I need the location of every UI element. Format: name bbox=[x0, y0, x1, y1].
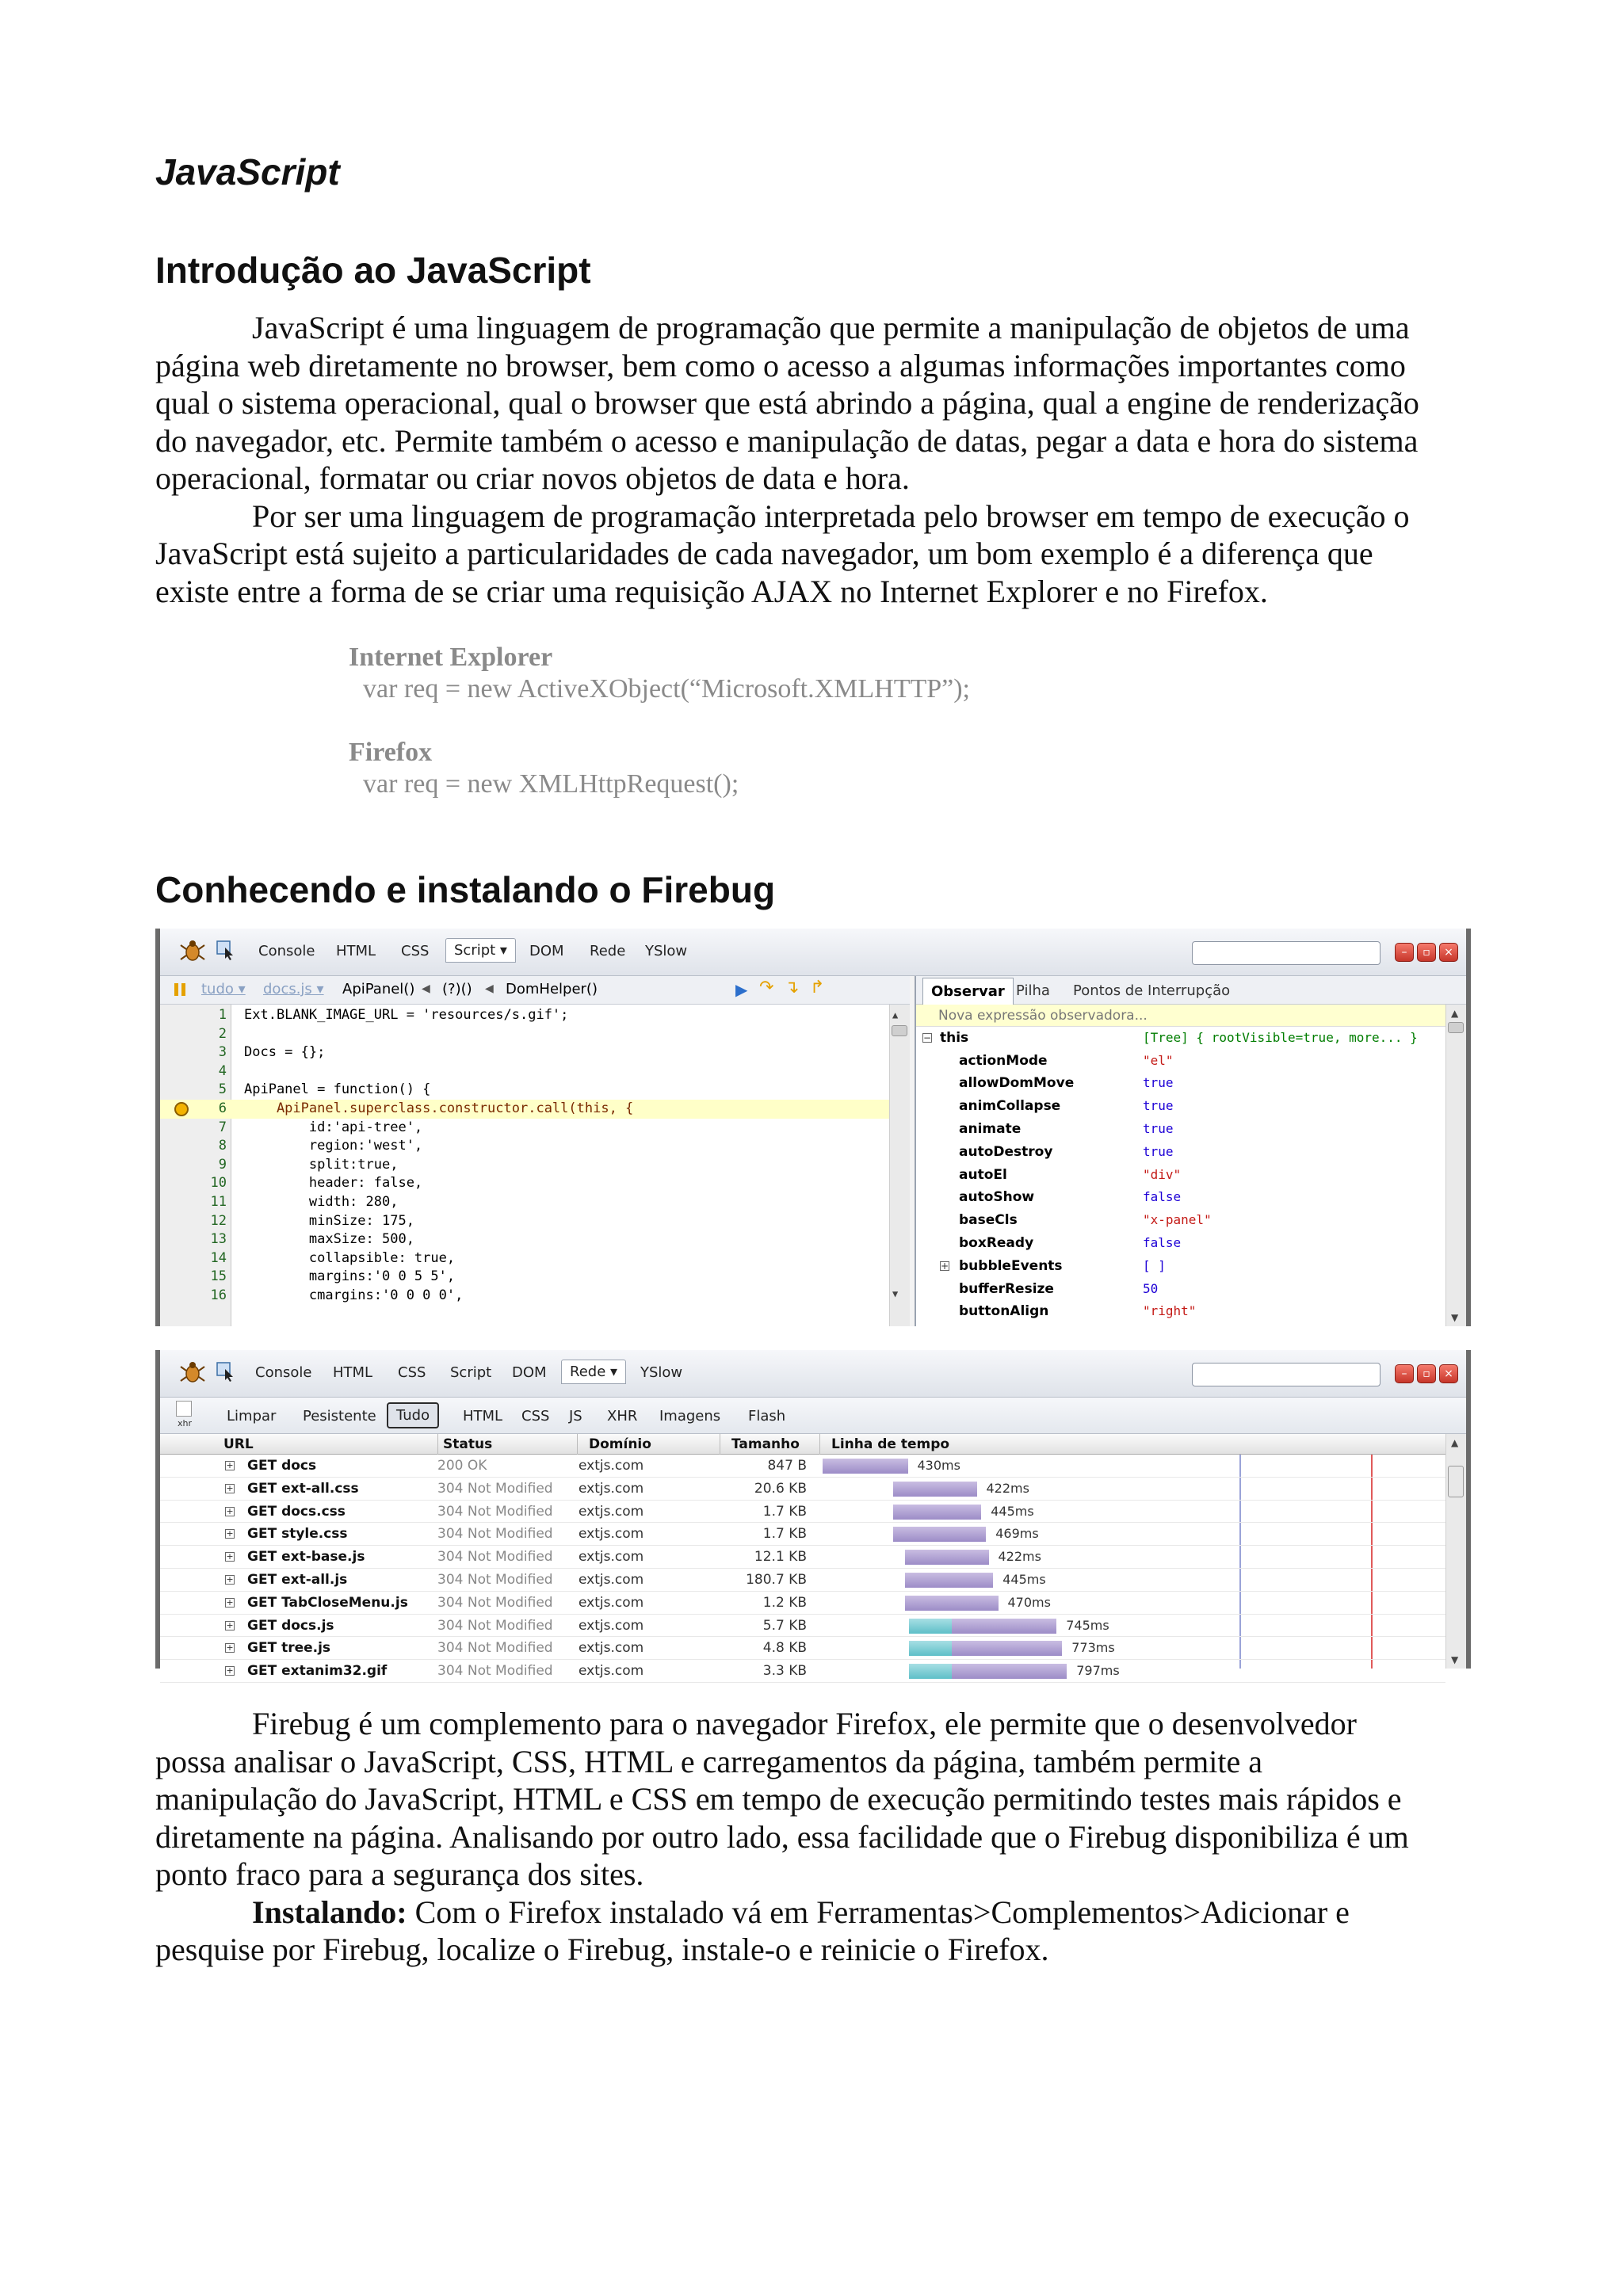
code-text: margins:'0 0 5 5', bbox=[244, 1268, 456, 1285]
cell-url: GET docs.js bbox=[247, 1617, 334, 1634]
code-line[interactable] bbox=[160, 1006, 889, 1025]
code-text: cmargins:'0 0 0 0', bbox=[244, 1287, 464, 1303]
watch-value: true bbox=[1143, 1143, 1174, 1159]
table-row[interactable] bbox=[160, 1501, 1445, 1524]
code-line[interactable] bbox=[160, 1212, 889, 1231]
code-text: id:'api-tree', bbox=[244, 1119, 423, 1135]
paragraph-line: JavaScript é uma linguagem de programação que permite a manipulação de objetos de uma bbox=[252, 310, 1410, 345]
timeline-label: 445ms bbox=[1002, 1572, 1046, 1587]
inspect-cursor-icon[interactable] bbox=[216, 1361, 236, 1382]
code-line[interactable] bbox=[160, 1119, 889, 1138]
timeline-bar bbox=[952, 1619, 1056, 1634]
code-text: maxSize: 500, bbox=[244, 1231, 414, 1248]
cell-size: 20.6 KB bbox=[754, 1480, 807, 1497]
expand-icon[interactable]: + bbox=[226, 1551, 234, 1562]
timeline-wait-bar bbox=[909, 1664, 952, 1679]
cell-size: 5.7 KB bbox=[762, 1617, 807, 1634]
watch-key: animCollapse bbox=[959, 1098, 1061, 1115]
cell-status: 304 Not Modified bbox=[437, 1572, 553, 1588]
line-number: 3 bbox=[218, 1044, 227, 1061]
firebug-net-screenshot bbox=[155, 1350, 1471, 1680]
tab-yslow[interactable]: YSlow bbox=[645, 943, 688, 959]
paragraph-line: JavaScript está sujeito a particularidades de cada navegador, um bom exemplo é a diferença que bbox=[155, 536, 1373, 571]
net-scrollbar[interactable]: ▲ ▼ bbox=[1445, 1434, 1466, 1669]
watch-key: autoDestroy bbox=[959, 1143, 1053, 1160]
cell-url: GET ext-all.js bbox=[247, 1572, 348, 1588]
net-table-header bbox=[160, 1434, 1445, 1455]
install-label: Instalando: bbox=[252, 1894, 407, 1930]
timeline-label: 469ms bbox=[995, 1526, 1039, 1542]
watch-row[interactable] bbox=[916, 1186, 1445, 1209]
tab-observar[interactable]: Observar bbox=[922, 978, 1014, 1005]
watch-value: [ ] bbox=[1143, 1257, 1166, 1273]
step-into-icon[interactable]: ↴ bbox=[785, 978, 800, 997]
code-line[interactable] bbox=[160, 1043, 889, 1062]
doc-title: JavaScript bbox=[155, 151, 340, 193]
filter-tudo[interactable]: Tudo bbox=[387, 1402, 439, 1428]
code-example-firefox bbox=[349, 737, 739, 800]
filter-xhr[interactable]: XHR bbox=[607, 1408, 638, 1425]
table-row[interactable] bbox=[160, 1615, 1445, 1638]
watch-expression-input[interactable]: Nova expressão observadora... bbox=[916, 1005, 1445, 1027]
watch-row[interactable] bbox=[916, 1278, 1445, 1301]
line-number: 5 bbox=[218, 1081, 227, 1098]
paragraph-firebug bbox=[155, 1705, 1471, 1969]
code-scrollbar[interactable]: ▲ ▼ bbox=[889, 1005, 910, 1326]
close-icon[interactable]: × bbox=[1439, 1364, 1458, 1383]
tab-console[interactable]: Console bbox=[258, 943, 315, 959]
watch-pane bbox=[915, 976, 1466, 1326]
watch-row[interactable] bbox=[916, 1300, 1445, 1323]
timeline-bar bbox=[893, 1527, 986, 1542]
code-line[interactable] bbox=[160, 1193, 889, 1212]
paragraph-line: Firebug é um complemento para o navegador Firefox, ele permite que o desenvolvedor bbox=[252, 1706, 1357, 1741]
paragraph-line: existe entre a forma de se criar uma requisição AJAX no Internet Explorer e no Firefox. bbox=[155, 573, 1268, 609]
code-example-title: Internet Explorer bbox=[349, 643, 553, 672]
cell-status: 304 Not Modified bbox=[437, 1549, 553, 1566]
watch-key: autoShow bbox=[959, 1189, 1035, 1206]
table-row[interactable] bbox=[160, 1660, 1445, 1683]
tab-html[interactable]: HTML bbox=[336, 943, 376, 959]
watch-row[interactable] bbox=[916, 1141, 1445, 1164]
watch-value: "x-panel" bbox=[1143, 1212, 1212, 1228]
timeline-label: 445ms bbox=[991, 1503, 1034, 1519]
watch-tabs bbox=[916, 976, 1466, 1005]
expand-icon[interactable]: + bbox=[941, 1260, 949, 1272]
watch-key: autoEl bbox=[959, 1166, 1007, 1183]
code-line[interactable] bbox=[160, 1081, 889, 1100]
cell-url: GET docs.css bbox=[247, 1503, 346, 1520]
table-row[interactable] bbox=[160, 1637, 1445, 1660]
watch-row-this[interactable] bbox=[916, 1027, 1445, 1050]
paragraph-line: página web diretamente no browser, bem como o acesso a algumas informações importantes como bbox=[155, 347, 1406, 383]
line-number: 10 bbox=[210, 1175, 227, 1192]
timeline-label: 422ms bbox=[986, 1480, 1029, 1496]
timeline-wait-bar bbox=[909, 1619, 952, 1634]
line-number: 7 bbox=[218, 1119, 227, 1135]
paragraph-line: diretamente na página. Analisando por outro lado, essa facilidade que o Firebug disponibiliza é um bbox=[155, 1818, 1409, 1855]
expand-icon[interactable]: + bbox=[226, 1574, 234, 1585]
tab-yslow[interactable]: YSlow bbox=[640, 1364, 683, 1381]
watch-scrollbar[interactable]: ▲ ▼ bbox=[1445, 1005, 1466, 1326]
code-example-title: Firefox bbox=[349, 738, 433, 767]
cell-domain: extjs.com bbox=[579, 1526, 644, 1543]
expand-icon[interactable]: + bbox=[226, 1642, 234, 1653]
collapse-icon[interactable]: − bbox=[923, 1032, 932, 1043]
line-number: 4 bbox=[218, 1062, 227, 1079]
line-number: 1 bbox=[218, 1007, 227, 1023]
tab-console[interactable]: Console bbox=[255, 1364, 312, 1381]
cell-size: 1.7 KB bbox=[762, 1526, 807, 1543]
timeline-bar bbox=[952, 1664, 1067, 1679]
detach-icon[interactable]: ▫ bbox=[1417, 1364, 1436, 1383]
code-text: Docs = {}; bbox=[244, 1044, 326, 1061]
expand-icon[interactable]: + bbox=[226, 1596, 234, 1608]
watch-value: false bbox=[1143, 1235, 1182, 1250]
stack-frame-anon[interactable]: (?)() bbox=[442, 981, 472, 997]
inspect-cursor-icon[interactable] bbox=[216, 940, 236, 960]
filter-imagens[interactable]: Imagens bbox=[659, 1408, 721, 1425]
table-row[interactable] bbox=[160, 1592, 1445, 1615]
column-linha-de-tempo[interactable]: Linha de tempo bbox=[819, 1434, 949, 1455]
code-line[interactable] bbox=[160, 1268, 889, 1287]
cell-status: 304 Not Modified bbox=[437, 1617, 553, 1634]
watch-value: 50 bbox=[1143, 1280, 1159, 1296]
cell-domain: extjs.com bbox=[579, 1594, 644, 1611]
script-source-pane bbox=[160, 1005, 910, 1326]
filter-html[interactable]: HTML bbox=[463, 1408, 503, 1425]
line-number: 2 bbox=[218, 1025, 227, 1042]
watch-key: actionMode bbox=[959, 1052, 1048, 1069]
timeline-bar bbox=[893, 1482, 977, 1497]
watch-key: allowDomMove bbox=[959, 1075, 1075, 1092]
watch-row[interactable] bbox=[916, 1232, 1445, 1255]
stack-frame-domhelper[interactable]: DomHelper() bbox=[506, 981, 598, 997]
cell-status: 200 OK bbox=[437, 1458, 487, 1474]
timeline-label: 470ms bbox=[1007, 1594, 1051, 1610]
watch-key: baseCls bbox=[959, 1212, 1018, 1229]
code-text: Ext.BLANK_IMAGE_URL = 'resources/s.gif'; bbox=[244, 1007, 569, 1023]
paragraph-line: possa analisar o JavaScript, CSS, HTML e carregamentos da página, também permite a bbox=[155, 1743, 1262, 1779]
cell-domain: extjs.com bbox=[579, 1549, 644, 1566]
file-filter-dropdown[interactable]: tudo ▾ bbox=[201, 981, 246, 997]
code-text: width: 280, bbox=[244, 1194, 399, 1210]
breakpoint-icon[interactable] bbox=[174, 1102, 189, 1116]
timeline-bar bbox=[952, 1641, 1062, 1656]
table-row[interactable] bbox=[160, 1455, 1445, 1478]
timeline-bar bbox=[905, 1550, 989, 1565]
paragraph-line: manipulação do JavaScript, HTML e CSS em tempo de execução permitindo testes mais rápidos e bbox=[155, 1781, 1402, 1817]
step-over-icon[interactable]: ↷ bbox=[759, 978, 774, 997]
watch-row[interactable] bbox=[916, 1050, 1445, 1073]
cell-url: GET style.css bbox=[247, 1526, 348, 1543]
code-line[interactable] bbox=[160, 1100, 889, 1119]
cell-status: 304 Not Modified bbox=[437, 1503, 553, 1520]
code-line[interactable] bbox=[160, 1025, 889, 1044]
section-heading-intro: Introdução ao JavaScript bbox=[155, 250, 591, 291]
file-select-dropdown[interactable]: docs.js ▾ bbox=[263, 981, 324, 997]
code-line[interactable] bbox=[160, 1156, 889, 1175]
cell-status: 304 Not Modified bbox=[437, 1594, 553, 1611]
net-table-body bbox=[160, 1455, 1445, 1680]
watch-value: true bbox=[1143, 1121, 1174, 1136]
column-dominio[interactable]: Domínio bbox=[577, 1434, 651, 1455]
code-line[interactable] bbox=[160, 1230, 889, 1249]
watch-value: "div" bbox=[1143, 1166, 1182, 1182]
code-line[interactable] bbox=[160, 1249, 889, 1268]
column-tamanho[interactable]: Tamanho bbox=[720, 1434, 800, 1455]
timeline-bar bbox=[905, 1573, 993, 1588]
watch-row[interactable] bbox=[916, 1255, 1445, 1278]
line-number: 6 bbox=[218, 1100, 227, 1116]
tab-script[interactable]: Script bbox=[450, 1364, 492, 1381]
cell-size: 1.7 KB bbox=[762, 1503, 807, 1520]
cell-domain: extjs.com bbox=[579, 1458, 644, 1474]
watch-row[interactable] bbox=[916, 1209, 1445, 1232]
stack-frame-apipanel[interactable]: ApiPanel() bbox=[342, 981, 415, 997]
detach-icon[interactable]: ▫ bbox=[1417, 943, 1436, 962]
timeline-label: 430ms bbox=[917, 1458, 960, 1473]
xhr-icon[interactable] bbox=[176, 1401, 192, 1417]
timeline-label: 773ms bbox=[1071, 1640, 1115, 1656]
cell-domain: extjs.com bbox=[579, 1503, 644, 1520]
clear-button[interactable]: Limpar bbox=[227, 1408, 277, 1425]
line-number: 13 bbox=[210, 1231, 227, 1248]
cell-status: 304 Not Modified bbox=[437, 1663, 553, 1680]
continue-icon[interactable]: ▶ bbox=[735, 980, 748, 999]
section-heading-firebug: Conhecendo e instalando o Firebug bbox=[155, 869, 776, 910]
watch-key: animate bbox=[959, 1121, 1022, 1137]
tab-dom[interactable]: DOM bbox=[512, 1364, 547, 1381]
xhr-label: xhr bbox=[178, 1418, 193, 1428]
code-example-ie bbox=[349, 642, 970, 705]
watch-row[interactable] bbox=[916, 1164, 1445, 1187]
filter-css[interactable]: CSS bbox=[521, 1408, 550, 1425]
code-example-line: var req = new XMLHttpRequest(); bbox=[363, 769, 739, 799]
code-text: region:'west', bbox=[244, 1138, 423, 1154]
tab-css[interactable]: CSS bbox=[398, 1364, 426, 1381]
code-text: collapsible: true, bbox=[244, 1249, 456, 1266]
expand-icon[interactable]: + bbox=[226, 1665, 234, 1676]
paragraph-line: pesquise por Firebug, localize o Firebug, instale-o e reinicie o Firefox. bbox=[155, 1932, 1049, 1967]
table-row[interactable] bbox=[160, 1569, 1445, 1592]
paragraph-line: operacional, formatar ou criar novos objetos de data e hora. bbox=[155, 460, 910, 496]
paragraph-line: qual o sistema operacional, qual o browser que está abrindo a página, qual a engine de renderização bbox=[155, 385, 1419, 421]
tab-css[interactable]: CSS bbox=[401, 943, 430, 959]
timeline-bar bbox=[893, 1505, 981, 1520]
tab-pilha[interactable]: Pilha bbox=[1016, 982, 1050, 999]
code-text: ApiPanel.superclass.constructor.call(this, { bbox=[244, 1100, 634, 1116]
watch-value: "el" bbox=[1143, 1052, 1174, 1068]
firebug-script-screenshot bbox=[155, 929, 1471, 1326]
code-line[interactable] bbox=[160, 1174, 889, 1193]
line-number: 14 bbox=[210, 1249, 227, 1266]
expand-icon[interactable]: + bbox=[226, 1505, 234, 1516]
firebug-icon[interactable] bbox=[179, 938, 206, 962]
tab-html[interactable]: HTML bbox=[333, 1364, 373, 1381]
cell-size: 1.2 KB bbox=[762, 1594, 807, 1611]
timeline-wait-bar bbox=[909, 1641, 952, 1656]
paragraph-line: Com o Firefox instalado vá em Ferramentas>Complementos>Adicionar e bbox=[407, 1894, 1350, 1930]
cell-status: 304 Not Modified bbox=[437, 1526, 553, 1543]
code-example-line: var req = new ActiveXObject(“Microsoft.XMLHTTP”); bbox=[363, 674, 970, 704]
watch-key: bubbleEvents bbox=[959, 1257, 1063, 1274]
watch-value: [Tree] { rootVisible=true, more... } bbox=[1143, 1030, 1418, 1045]
persist-button[interactable]: Pesistente bbox=[303, 1408, 376, 1425]
cell-url: GET docs bbox=[247, 1458, 317, 1474]
line-number: 16 bbox=[210, 1287, 227, 1303]
step-out-icon[interactable]: ↱ bbox=[810, 978, 825, 997]
close-icon[interactable]: × bbox=[1439, 943, 1458, 962]
paragraph-line: Por ser uma linguagem de programação interpretada pelo browser em tempo de execução o bbox=[252, 498, 1410, 534]
cell-size: 4.8 KB bbox=[762, 1640, 807, 1657]
search-input[interactable] bbox=[1192, 941, 1381, 965]
cell-size: 180.7 KB bbox=[746, 1572, 807, 1588]
watch-value: "right" bbox=[1143, 1303, 1197, 1319]
cell-url: GET extanim32.gif bbox=[247, 1663, 388, 1680]
watch-row[interactable] bbox=[916, 1095, 1445, 1118]
column-status[interactable]: Status bbox=[437, 1434, 492, 1455]
tab-rede[interactable]: Rede bbox=[590, 943, 626, 959]
line-number: 15 bbox=[210, 1268, 227, 1285]
paragraph-line: do navegador, etc. Permite também o acesso e manipulação de datas, pegar a data e hora do sistema bbox=[155, 422, 1419, 459]
cell-size: 3.3 KB bbox=[762, 1663, 807, 1680]
timeline-label: 797ms bbox=[1076, 1663, 1120, 1679]
minimize-icon[interactable]: – bbox=[1395, 1364, 1414, 1383]
code-text: ApiPanel = function() { bbox=[244, 1081, 431, 1098]
cell-status: 304 Not Modified bbox=[437, 1640, 553, 1657]
watch-row[interactable] bbox=[916, 1072, 1445, 1095]
cell-status: 304 Not Modified bbox=[437, 1480, 553, 1497]
line-number: 12 bbox=[210, 1212, 227, 1229]
table-row[interactable] bbox=[160, 1546, 1445, 1569]
line-number: 8 bbox=[218, 1138, 227, 1154]
cell-size: 847 B bbox=[767, 1458, 807, 1474]
code-line[interactable] bbox=[160, 1137, 889, 1156]
code-text: minSize: 175, bbox=[244, 1212, 414, 1229]
firebug-icon[interactable] bbox=[179, 1360, 206, 1383]
watch-key: boxReady bbox=[959, 1235, 1034, 1251]
filter-flash[interactable]: Flash bbox=[748, 1408, 786, 1425]
tab-script[interactable]: Script ▾ bbox=[445, 938, 516, 963]
expand-icon[interactable]: + bbox=[226, 1460, 234, 1470]
firebug-toolbar bbox=[160, 929, 1466, 976]
cell-url: GET ext-all.css bbox=[247, 1480, 359, 1497]
cell-domain: extjs.com bbox=[579, 1663, 644, 1680]
watch-value: true bbox=[1143, 1098, 1174, 1114]
cell-domain: extjs.com bbox=[579, 1572, 644, 1588]
search-input[interactable] bbox=[1192, 1363, 1381, 1386]
watch-key: bufferResize bbox=[959, 1280, 1054, 1297]
expand-icon[interactable]: + bbox=[226, 1482, 234, 1493]
line-number: 9 bbox=[218, 1156, 227, 1173]
tab-rede[interactable]: Rede ▾ bbox=[561, 1360, 626, 1384]
chevron-left-icon: ◀ bbox=[485, 982, 494, 995]
watch-value: false bbox=[1143, 1189, 1182, 1205]
cell-domain: extjs.com bbox=[579, 1617, 644, 1634]
cell-domain: extjs.com bbox=[579, 1640, 644, 1657]
filter-js[interactable]: JS bbox=[569, 1408, 582, 1425]
timeline-label: 745ms bbox=[1066, 1617, 1109, 1633]
tab-pontos-interrupcao[interactable]: Pontos de Interrupção bbox=[1073, 982, 1231, 999]
timeline-bar bbox=[905, 1596, 999, 1611]
cell-url: GET tree.js bbox=[247, 1640, 331, 1657]
watch-row[interactable] bbox=[916, 1118, 1445, 1141]
pause-icon[interactable] bbox=[171, 981, 189, 998]
paragraph-intro-1 bbox=[155, 309, 1471, 610]
expand-icon[interactable]: + bbox=[226, 1528, 234, 1539]
code-text: split:true, bbox=[244, 1156, 399, 1173]
chevron-left-icon: ◀ bbox=[422, 982, 430, 995]
cell-url: GET TabCloseMenu.js bbox=[247, 1594, 408, 1611]
script-subtoolbar bbox=[160, 976, 910, 1005]
code-text: header: false, bbox=[244, 1175, 423, 1192]
tab-dom[interactable]: DOM bbox=[529, 943, 564, 959]
line-number: 11 bbox=[210, 1194, 227, 1210]
column-url[interactable]: URL bbox=[223, 1436, 254, 1452]
minimize-icon[interactable]: – bbox=[1395, 943, 1414, 962]
expand-icon[interactable]: + bbox=[226, 1619, 234, 1630]
table-row[interactable] bbox=[160, 1478, 1445, 1501]
watch-key: buttonAlign bbox=[959, 1303, 1049, 1320]
cell-url: GET ext-base.js bbox=[247, 1549, 365, 1566]
code-line[interactable] bbox=[160, 1062, 889, 1081]
net-filter-bar bbox=[160, 1398, 1466, 1434]
code-line[interactable] bbox=[160, 1287, 889, 1306]
timeline-label: 422ms bbox=[998, 1549, 1041, 1565]
watch-key: this bbox=[940, 1030, 969, 1046]
table-row[interactable] bbox=[160, 1523, 1445, 1546]
watch-value: true bbox=[1143, 1075, 1174, 1091]
cell-size: 12.1 KB bbox=[754, 1549, 807, 1566]
firebug-toolbar bbox=[160, 1350, 1466, 1398]
timeline-bar bbox=[823, 1459, 908, 1474]
paragraph-line: ponto fraco para a segurança dos sites. bbox=[155, 1856, 644, 1892]
cell-domain: extjs.com bbox=[579, 1480, 644, 1497]
